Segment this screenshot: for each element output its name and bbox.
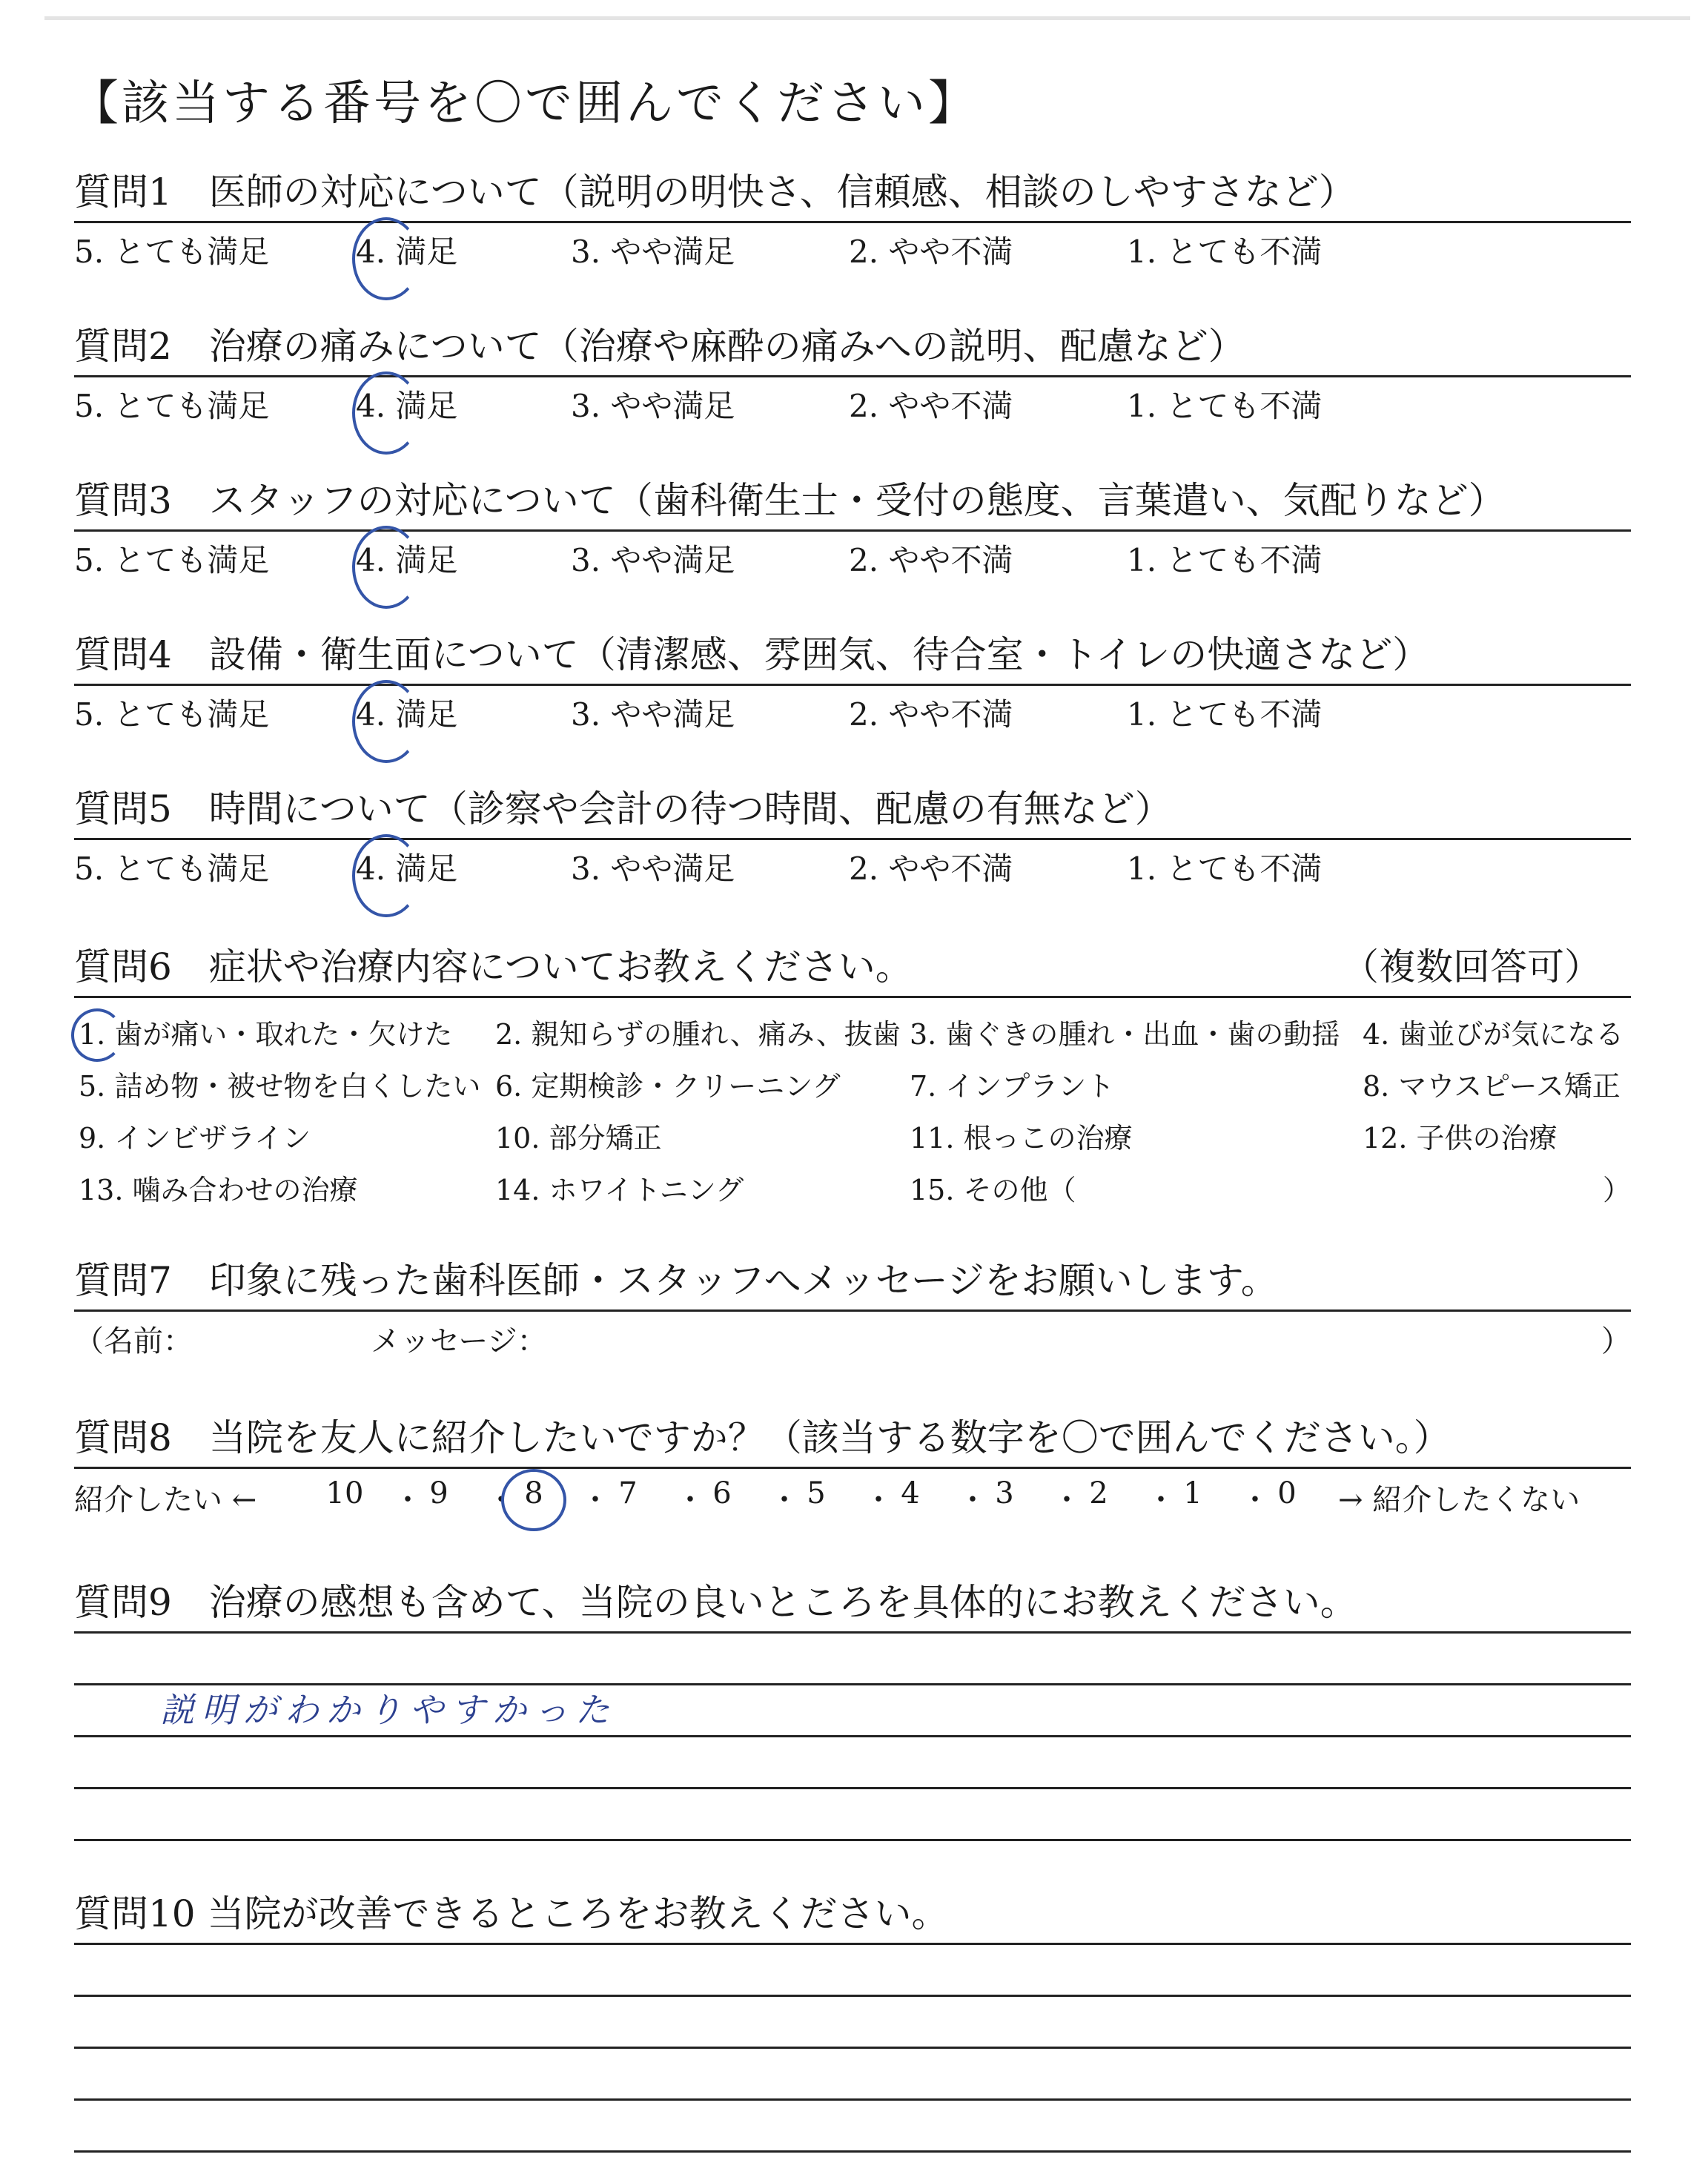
option-5[interactable]: 5. とても満足	[74, 696, 270, 733]
option-3[interactable]: 3. やや満足	[571, 388, 735, 424]
question-3	[74, 472, 1631, 579]
answer-line	[74, 1943, 1631, 1945]
option-row	[74, 840, 1631, 888]
symptom-option-5[interactable]: 5. 詰め物・被せ物を白くしたい	[79, 1070, 481, 1103]
question-9	[74, 1573, 1631, 1631]
question-title: 質問1 医師の対応について（説明の明快さ、信頼感、相談のしやすさなど）	[74, 171, 1356, 214]
question-title: 質問10 当院が改善できるところをお教えください。	[74, 1892, 949, 1935]
option-2[interactable]: 2. やや不満	[849, 851, 1013, 887]
scale-5[interactable]: 5	[807, 1476, 826, 1510]
close-paren: ）	[1601, 1324, 1631, 1358]
scale-0[interactable]: 0	[1277, 1476, 1297, 1510]
question-7	[74, 1252, 1631, 1364]
symptom-option-1[interactable]	[79, 1011, 452, 1052]
answer-line	[74, 2047, 1631, 2049]
option-5[interactable]: 5. とても満足	[74, 388, 270, 424]
form-heading: 【該当する番号を〇で囲んでください】	[71, 76, 979, 131]
symptom-option-10[interactable]: 10. 部分矯正	[495, 1122, 662, 1155]
question-2	[74, 317, 1631, 425]
option-row	[74, 223, 1631, 271]
option-4[interactable]: 4. 満足	[356, 851, 458, 887]
option-3[interactable]: 3. やや満足	[571, 696, 735, 733]
symptom-option-6[interactable]: 6. 定期検診・クリーニング	[495, 1070, 841, 1103]
option-1[interactable]: 1. とても不満	[1127, 234, 1323, 270]
option-5[interactable]: 5. とても満足	[74, 851, 270, 887]
answer-line	[74, 2150, 1631, 2153]
option-2[interactable]: 2. やや不満	[849, 696, 1013, 733]
scale-6[interactable]: 6	[712, 1476, 732, 1510]
question-10	[74, 1885, 1631, 1943]
q9-answer-lines[interactable]	[74, 1631, 1631, 1854]
symptom-option-13[interactable]: 13. 噛み合わせの治療	[79, 1174, 358, 1206]
scan-top-edge	[44, 16, 1690, 20]
scale-separator: ・	[1146, 1483, 1176, 1517]
option-3[interactable]: 3. やや満足	[571, 851, 735, 887]
symptom-option-4[interactable]: 4. 歯並びが気になる	[1363, 1018, 1624, 1051]
symptom-option-label: 1. 歯が痛い・取れた・欠けた	[79, 1018, 453, 1051]
option-5[interactable]: 5. とても満足	[74, 542, 270, 578]
option-4[interactable]: 4. 満足	[356, 388, 458, 424]
scale-8[interactable]	[512, 1476, 556, 1510]
question-6	[74, 938, 1631, 1221]
option-3[interactable]: 3. やや満足	[571, 234, 735, 270]
symptom-option-9[interactable]: 9. インビザライン	[79, 1122, 311, 1155]
option-3[interactable]: 3. やや満足	[571, 542, 735, 578]
symptom-option-11[interactable]: 11. 根っこの治療	[910, 1122, 1133, 1155]
answer-line	[74, 2098, 1631, 2101]
handwritten-answer: 説明がわかりやすかった	[160, 1690, 617, 1730]
option-1[interactable]: 1. とても不満	[1127, 851, 1323, 887]
selection-circle	[501, 1469, 566, 1531]
option-4[interactable]: 4. 満足	[356, 542, 458, 578]
question-title: 質問8 当院を友人に紹介したいですか？（該当する数字を〇で囲んでください。）	[74, 1416, 1451, 1459]
option-2[interactable]: 2. やや不満	[849, 542, 1013, 578]
question-title: 質問6 症状や治療内容についてお教えください。	[74, 945, 913, 988]
scale-1[interactable]: 1	[1183, 1476, 1202, 1510]
option-1[interactable]: 1. とても不満	[1127, 696, 1323, 733]
option-2[interactable]: 2. やや不満	[849, 234, 1013, 270]
multiple-answer-note: （複数回答可）	[1342, 945, 1601, 988]
scale-separator: ・	[393, 1483, 423, 1517]
scale-separator: ・	[864, 1483, 893, 1517]
symptom-option-15[interactable]: 15. その他（	[910, 1174, 1076, 1206]
scale-separator: ・	[486, 1483, 516, 1517]
scale-separator: ・	[769, 1483, 799, 1517]
question-title: 質問9 治療の感想も含めて、当院の良いところを具体的にお教えください。	[74, 1581, 1357, 1624]
other-close-paren: ）	[1602, 1174, 1631, 1206]
question-title: 質問7 印象に残った歯科医師・スタッフへメッセージをお願いします。	[74, 1259, 1278, 1302]
answer-line	[74, 1631, 1631, 1634]
scale-separator: ・	[1240, 1483, 1270, 1517]
scale-right-label: → 紹介したくない	[1338, 1483, 1580, 1517]
symptom-option-2[interactable]: 2. 親知らずの腫れ、痛み、抜歯	[495, 1018, 901, 1051]
option-row	[74, 686, 1631, 733]
q10-answer-lines[interactable]	[74, 1943, 1631, 2158]
symptom-options	[74, 998, 1631, 1221]
scale-separator: ・	[675, 1483, 705, 1517]
option-5[interactable]: 5. とても満足	[74, 234, 270, 270]
scale-3[interactable]: 3	[995, 1476, 1014, 1510]
question-title: 質問2 治療の痛みについて（治療や麻酔の痛みへの説明、配慮など）	[74, 325, 1245, 368]
option-row	[74, 377, 1631, 425]
option-4[interactable]: 4. 満足	[356, 696, 458, 733]
scale-left-label: 紹介したい ←	[74, 1483, 257, 1517]
question-1	[74, 163, 1631, 271]
question-5	[74, 780, 1631, 888]
answer-line	[74, 1735, 1631, 1737]
scale-4[interactable]: 4	[901, 1476, 920, 1510]
name-label[interactable]: （名前：	[74, 1324, 193, 1358]
scale-separator: ・	[1052, 1483, 1082, 1517]
answer-line	[74, 1995, 1631, 1997]
answer-line	[74, 1839, 1631, 1841]
scale-2[interactable]: 2	[1089, 1476, 1108, 1510]
option-4[interactable]: 4. 満足	[356, 234, 458, 270]
option-2[interactable]: 2. やや不満	[849, 388, 1013, 424]
option-row	[74, 532, 1631, 579]
symptom-option-12[interactable]: 12. 子供の治療	[1363, 1122, 1558, 1155]
scale-7[interactable]: 7	[618, 1476, 638, 1510]
symptom-option-8[interactable]: 8. マウスピース矯正	[1363, 1070, 1621, 1103]
symptom-option-14[interactable]: 14. ホワイトニング	[495, 1174, 744, 1206]
scale-separator: ・	[580, 1483, 610, 1517]
message-row	[74, 1312, 1631, 1364]
option-1[interactable]: 1. とても不満	[1127, 388, 1323, 424]
scale-9[interactable]: 9	[429, 1476, 448, 1510]
scale-separator: ・	[958, 1483, 987, 1517]
question-title: 質問4 設備・衛生面について（清潔感、雰囲気、待合室・トイレの快適さなど）	[74, 633, 1430, 676]
option-1[interactable]: 1. とても不満	[1127, 542, 1323, 578]
symptom-option-7[interactable]: 7. インプラント	[910, 1070, 1115, 1103]
question-4	[74, 626, 1631, 733]
answer-line	[74, 1787, 1631, 1789]
question-title: 質問3 スタッフの対応について（歯科衛生士・受付の態度、言葉遣い、気配りなど）	[74, 479, 1506, 522]
scale-10[interactable]: 10	[325, 1476, 364, 1510]
scale-8-label: 8	[524, 1476, 543, 1510]
message-label[interactable]: メッセージ：	[371, 1324, 547, 1358]
question-8	[74, 1409, 1631, 1521]
recommendation-scale	[74, 1469, 1631, 1521]
symptom-option-3[interactable]: 3. 歯ぐきの腫れ・出血・歯の動揺	[910, 1018, 1340, 1051]
question-title: 質問5 時間について（診察や会計の待つ時間、配慮の有無など）	[74, 787, 1172, 830]
